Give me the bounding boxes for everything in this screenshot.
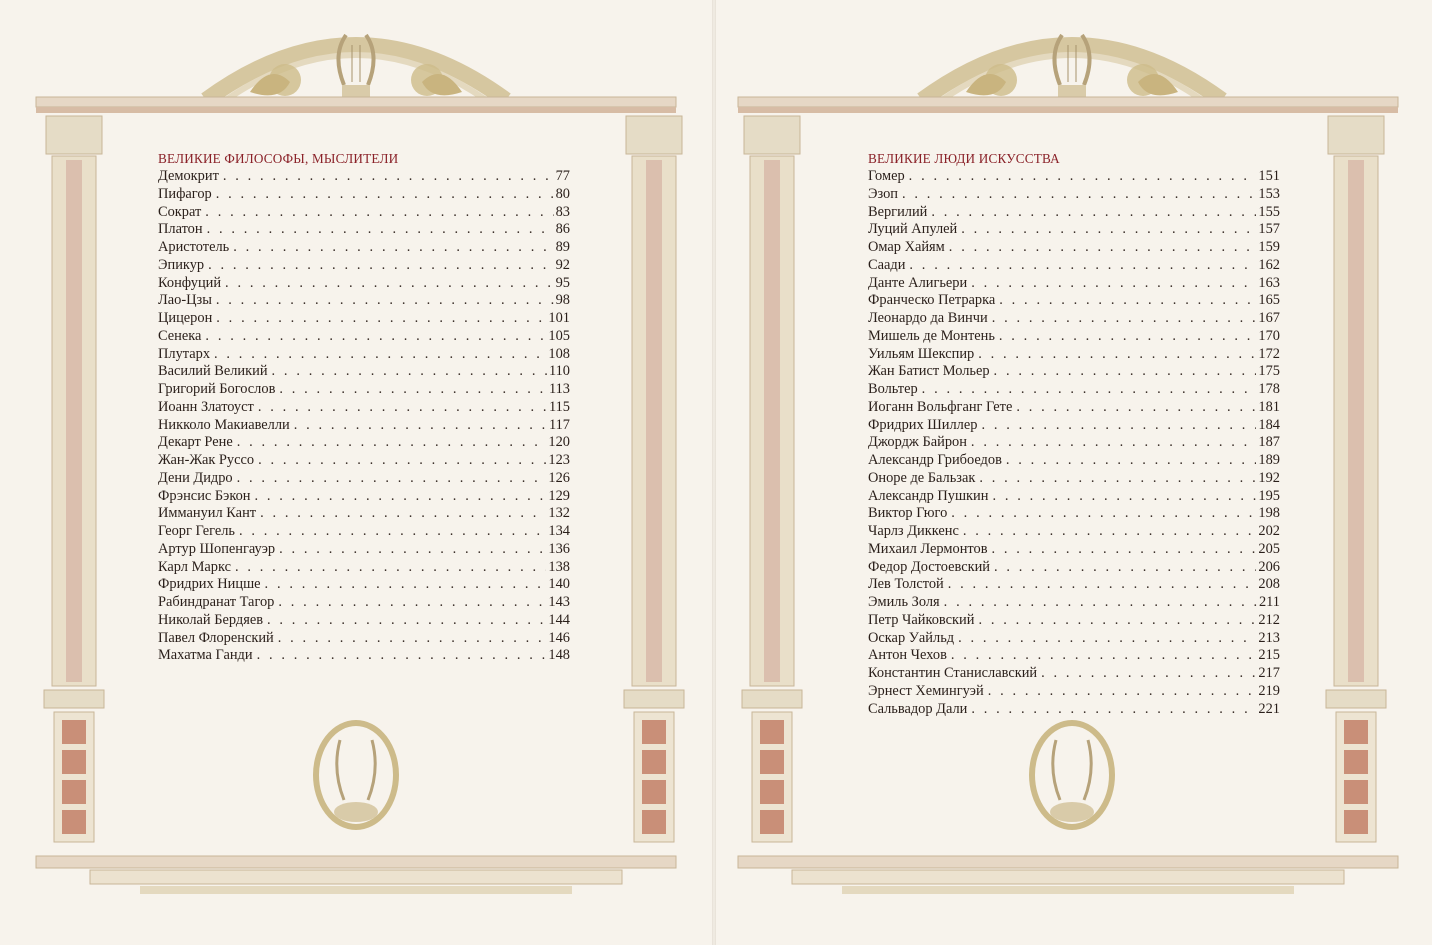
entry-name: Иоанн Златоуст: [158, 398, 254, 415]
entry-page-number: 117: [548, 416, 570, 433]
entry-page-number: 198: [1258, 505, 1280, 522]
toc-entry: [868, 630, 1280, 648]
dot-leader: [1006, 452, 1257, 470]
entry-name: Декарт Рене: [158, 434, 233, 451]
entry-page-number: 89: [555, 239, 570, 255]
dot-leader: [909, 168, 1257, 186]
entry-page-number: 219: [1258, 682, 1280, 699]
toc-entry: [158, 505, 570, 523]
entry-name: Петр Чайковский: [868, 611, 975, 628]
dot-leader: [257, 647, 547, 665]
dot-leader: [216, 186, 554, 204]
dot-leader: [1016, 399, 1256, 417]
entry-page-number: 77: [555, 168, 570, 184]
entry-name: Дени Дидро: [158, 469, 233, 486]
entry-page-number: 136: [548, 540, 570, 557]
toc-entry: [158, 541, 570, 559]
entry-name: Фрэнсис Бэкон: [158, 487, 251, 504]
entry-page-number: 148: [548, 647, 570, 664]
dot-leader: [278, 594, 546, 612]
toc-entry: [868, 292, 1280, 310]
entry-name: Фридрих Шиллер: [868, 416, 978, 433]
entry-name: Гомер: [868, 168, 905, 184]
toc-entry: [158, 275, 570, 293]
entry-page-number: 167: [1258, 310, 1280, 326]
toc-entry: [158, 630, 570, 648]
entry-name: Мишель де Монтень: [868, 327, 995, 344]
toc-entry: [868, 523, 1280, 541]
toc-entry: [868, 559, 1280, 577]
left-column: [44, 116, 104, 842]
entry-page-number: 195: [1258, 487, 1280, 504]
dot-leader: [909, 257, 1256, 275]
entry-name: Эрнест Хемингуэй: [868, 682, 984, 699]
dot-leader: [1041, 665, 1256, 683]
entry-page-number: 184: [1258, 416, 1280, 433]
entry-name: Луций Апулей: [868, 221, 958, 238]
right-page: [716, 0, 1428, 945]
entry-page-number: 153: [1258, 185, 1280, 202]
entry-name: Оноре де Бальзак: [868, 469, 976, 486]
dot-leader: [978, 346, 1256, 364]
dot-leader: [902, 186, 1256, 204]
dot-leader: [988, 683, 1257, 701]
toc-entry: [158, 576, 570, 594]
entablature-top: [36, 97, 676, 113]
toc-entry: [158, 239, 570, 257]
entry-page-number: 126: [548, 469, 570, 486]
dot-leader: [258, 452, 546, 470]
toc-entry: [158, 381, 570, 399]
entry-name: Чарлз Диккенс: [868, 523, 959, 539]
entry-page-number: 151: [1258, 168, 1280, 184]
entry-page-number: 138: [548, 558, 570, 575]
toc-entry: [868, 310, 1280, 328]
dot-leader: [278, 630, 547, 648]
toc-entry: [158, 523, 570, 541]
entry-page-number: 80: [555, 185, 570, 202]
toc-entry: [868, 612, 1280, 630]
toc-entry: [158, 346, 570, 364]
dot-leader: [992, 488, 1256, 506]
dot-leader: [223, 168, 554, 186]
toc-entry: [868, 204, 1280, 222]
entry-page-number: 175: [1258, 363, 1280, 380]
entry-page-number: 98: [555, 292, 570, 309]
entry-name: Василий Великий: [158, 363, 268, 380]
entry-name: Григорий Богослов: [158, 381, 276, 397]
toc-entry: [158, 204, 570, 222]
entry-page-number: 120: [548, 434, 570, 451]
entry-page-number: 170: [1258, 327, 1280, 344]
entry-page-number: 155: [1258, 203, 1280, 220]
entry-name: Павел Флоренский: [158, 629, 274, 646]
entry-page-number: 206: [1258, 558, 1280, 575]
entry-page-number: 146: [548, 629, 570, 646]
entry-name: Константин Станиславский: [868, 665, 1038, 681]
toc-entry: [868, 168, 1280, 186]
toc-list: [868, 168, 1280, 718]
entry-name: Сократ: [158, 203, 202, 220]
toc-entry: [868, 594, 1280, 612]
entry-name: Жан Батист Мольер: [868, 363, 990, 380]
entry-page-number: 108: [548, 345, 570, 362]
dot-leader: [225, 275, 554, 293]
dot-leader: [265, 576, 547, 594]
entry-name: Плутарх: [158, 345, 211, 362]
entry-name: Леонардо да Винчи: [868, 310, 988, 326]
entry-page-number: 129: [548, 487, 570, 504]
entry-name: Николай Бердяев: [158, 611, 264, 628]
dot-leader: [214, 346, 546, 364]
entry-page-number: 115: [548, 398, 570, 415]
toc-entry: [868, 683, 1280, 701]
toc-section-artists: [868, 150, 1280, 718]
toc-entry: [158, 168, 570, 186]
toc-list: [158, 168, 570, 665]
entry-name: Сальвадор Дали: [868, 700, 968, 717]
entry-page-number: 140: [548, 576, 570, 593]
entry-page-number: 189: [1258, 452, 1280, 468]
entry-page-number: 134: [548, 523, 570, 539]
entry-name: Никколо Макиавелли: [158, 416, 290, 433]
dot-leader: [233, 239, 553, 257]
entry-name: Пифагор: [158, 185, 212, 202]
dot-leader: [294, 417, 547, 435]
toc-entry: [158, 417, 570, 435]
entry-name: Омар Хайям: [868, 239, 945, 255]
entry-name: Иммануил Кант: [158, 505, 257, 522]
dot-leader: [931, 204, 1256, 222]
entry-name: Джордж Байрон: [868, 434, 967, 451]
dot-leader: [944, 594, 1257, 612]
entry-name: Саади: [868, 256, 906, 273]
dot-leader: [260, 505, 546, 523]
entry-name: Платон: [158, 221, 203, 238]
toc-entry: [868, 434, 1280, 452]
dot-leader: [971, 275, 1256, 293]
toc-entry: [868, 239, 1280, 257]
dot-leader: [208, 257, 554, 275]
toc-entry: [158, 221, 570, 239]
dot-leader: [267, 612, 546, 630]
toc-entry: [158, 363, 570, 381]
dot-leader: [981, 417, 1256, 435]
entry-name: Фридрих Ницше: [158, 576, 261, 593]
lyre-wreath-icon: [1032, 723, 1112, 827]
entry-name: Вергилий: [868, 203, 928, 220]
dot-leader: [279, 381, 547, 399]
toc-entry: [158, 612, 570, 630]
dot-leader: [279, 541, 546, 559]
dot-leader: [994, 559, 1256, 577]
dot-leader: [205, 204, 553, 222]
entry-page-number: 178: [1258, 381, 1280, 397]
entry-name: Карл Маркс: [158, 558, 231, 575]
entry-page-number: 213: [1258, 629, 1280, 646]
toc-entry: [868, 541, 1280, 559]
toc-entry: [868, 576, 1280, 594]
entry-name: Конфуций: [158, 274, 222, 291]
toc-entry: [868, 701, 1280, 719]
dot-leader: [992, 310, 1257, 328]
entry-page-number: 212: [1258, 611, 1280, 628]
entry-page-number: 208: [1258, 576, 1280, 593]
dot-leader: [958, 630, 1256, 648]
left-page: [0, 0, 712, 945]
entry-page-number: 113: [548, 381, 570, 397]
toc-entry: [158, 434, 570, 452]
entry-name: Александр Пушкин: [868, 487, 989, 504]
entry-page-number: 221: [1258, 700, 1280, 717]
entry-page-number: 192: [1258, 469, 1280, 486]
entry-name: Александр Грибоедов: [868, 452, 1002, 468]
dot-leader: [254, 488, 546, 506]
entry-page-number: 123: [548, 452, 570, 468]
dot-leader: [979, 470, 1256, 488]
entry-page-number: 92: [555, 256, 570, 273]
dot-leader: [951, 647, 1257, 665]
lyre-wreath-icon: [316, 723, 396, 827]
entry-page-number: 163: [1258, 274, 1280, 291]
entry-name: Махатма Ганди: [158, 647, 253, 664]
toc-entry: [868, 275, 1280, 293]
dot-leader: [239, 523, 546, 541]
dot-leader: [999, 328, 1257, 346]
entry-page-number: 144: [548, 611, 570, 628]
entry-page-number: 110: [548, 363, 570, 380]
section-heading: ВЕЛИКИЕ ЛЮДИ ИСКУССТВА: [868, 151, 1060, 166]
toc-section-philosophers: [158, 150, 570, 665]
entry-page-number: 95: [555, 274, 570, 291]
toc-entry: [868, 221, 1280, 239]
toc-entry: [158, 399, 570, 417]
entry-name: Эмиль Золя: [868, 594, 940, 610]
entry-name: Лао-Цзы: [158, 292, 212, 309]
toc-entry: [158, 186, 570, 204]
entry-name: Георг Гегель: [158, 523, 235, 539]
entry-name: Михаил Лермонтов: [868, 540, 988, 557]
toc-entry: [158, 470, 570, 488]
dot-leader: [237, 434, 547, 452]
toc-entry: [868, 328, 1280, 346]
entry-page-number: 86: [555, 221, 570, 238]
entry-name: Рабиндранат Тагор: [158, 594, 275, 610]
entry-name: Сенека: [158, 327, 202, 344]
entry-page-number: 83: [555, 203, 570, 220]
entry-name: Эзоп: [868, 185, 898, 202]
toc-entry: [868, 452, 1280, 470]
toc-entry: [868, 417, 1280, 435]
right-column: [624, 116, 684, 842]
entry-page-number: 181: [1258, 398, 1280, 415]
toc-entry: [868, 505, 1280, 523]
dot-leader: [216, 310, 546, 328]
entry-name: Антон Чехов: [868, 647, 947, 664]
entry-name: Данте Алигьери: [868, 274, 968, 291]
entry-name: Виктор Гюго: [868, 505, 948, 522]
entry-page-number: 211: [1258, 594, 1280, 610]
section-heading: ВЕЛИКИЕ ФИЛОСОФЫ, МЫСЛИТЕЛИ: [158, 151, 399, 166]
entry-name: Эпикур: [158, 256, 205, 273]
toc-entry: [868, 470, 1280, 488]
entry-page-number: 105: [548, 327, 570, 344]
dot-leader: [216, 292, 554, 310]
entry-page-number: 159: [1258, 239, 1280, 255]
entry-page-number: 172: [1258, 345, 1280, 362]
entry-name: Артур Шопенгауэр: [158, 540, 276, 557]
dot-leader: [992, 541, 1257, 559]
entry-name: Федор Достоевский: [868, 558, 990, 575]
dot-leader: [961, 221, 1256, 239]
entry-page-number: 215: [1258, 647, 1280, 664]
entry-page-number: 143: [548, 594, 570, 610]
entry-name: Жан-Жак Руссо: [158, 452, 255, 468]
entry-name: Цицерон: [158, 310, 213, 326]
toc-entry: [868, 665, 1280, 683]
toc-entry: [158, 594, 570, 612]
dot-leader: [205, 328, 546, 346]
dot-leader: [971, 434, 1256, 452]
entry-page-number: 187: [1258, 434, 1280, 451]
entry-page-number: 205: [1258, 540, 1280, 557]
dot-leader: [994, 363, 1257, 381]
toc-entry: [868, 488, 1280, 506]
dot-leader: [971, 701, 1256, 719]
entry-page-number: 165: [1258, 292, 1280, 309]
toc-entry: [158, 257, 570, 275]
toc-entry: [158, 488, 570, 506]
base-entablature: [36, 856, 676, 894]
entry-name: Лев Толстой: [868, 576, 944, 593]
entry-name: Оскар Уайльд: [868, 629, 955, 646]
entry-page-number: 217: [1258, 665, 1280, 681]
left-column: [742, 116, 802, 842]
toc-entry: [158, 647, 570, 665]
base-entablature: [738, 856, 1398, 894]
toc-entry: [868, 186, 1280, 204]
dot-leader: [978, 612, 1256, 630]
dot-leader: [207, 221, 554, 239]
entry-name: Иоганн Вольфганг Гете: [868, 398, 1013, 415]
dot-leader: [999, 292, 1256, 310]
toc-entry: [868, 346, 1280, 364]
dot-leader: [963, 523, 1257, 541]
dot-leader: [949, 239, 1257, 257]
dot-leader: [951, 505, 1256, 523]
toc-entry: [868, 399, 1280, 417]
toc-entry: [158, 310, 570, 328]
entry-page-number: 101: [548, 310, 570, 326]
dot-leader: [922, 381, 1257, 399]
entry-name: Уильям Шекспир: [868, 345, 975, 362]
entry-name: Аристотель: [158, 239, 230, 255]
dot-leader: [237, 470, 547, 488]
dot-leader: [258, 399, 547, 417]
entry-page-number: 162: [1258, 256, 1280, 273]
dot-leader: [235, 559, 546, 577]
dot-leader: [272, 363, 547, 381]
toc-entry: [868, 363, 1280, 381]
entry-page-number: 132: [548, 505, 570, 522]
entry-page-number: 202: [1258, 523, 1280, 539]
entry-name: Вольтер: [868, 381, 918, 397]
toc-entry: [158, 559, 570, 577]
toc-entry: [868, 381, 1280, 399]
entry-name: Демокрит: [158, 168, 219, 184]
toc-entry: [158, 328, 570, 346]
toc-entry: [868, 647, 1280, 665]
dot-leader: [948, 576, 1257, 594]
entry-name: Франческо Петрарка: [868, 292, 996, 309]
toc-entry: [868, 257, 1280, 275]
entablature-top: [738, 97, 1398, 113]
entry-page-number: 157: [1258, 221, 1280, 238]
right-column: [1326, 116, 1386, 842]
toc-entry: [158, 292, 570, 310]
toc-entry: [158, 452, 570, 470]
